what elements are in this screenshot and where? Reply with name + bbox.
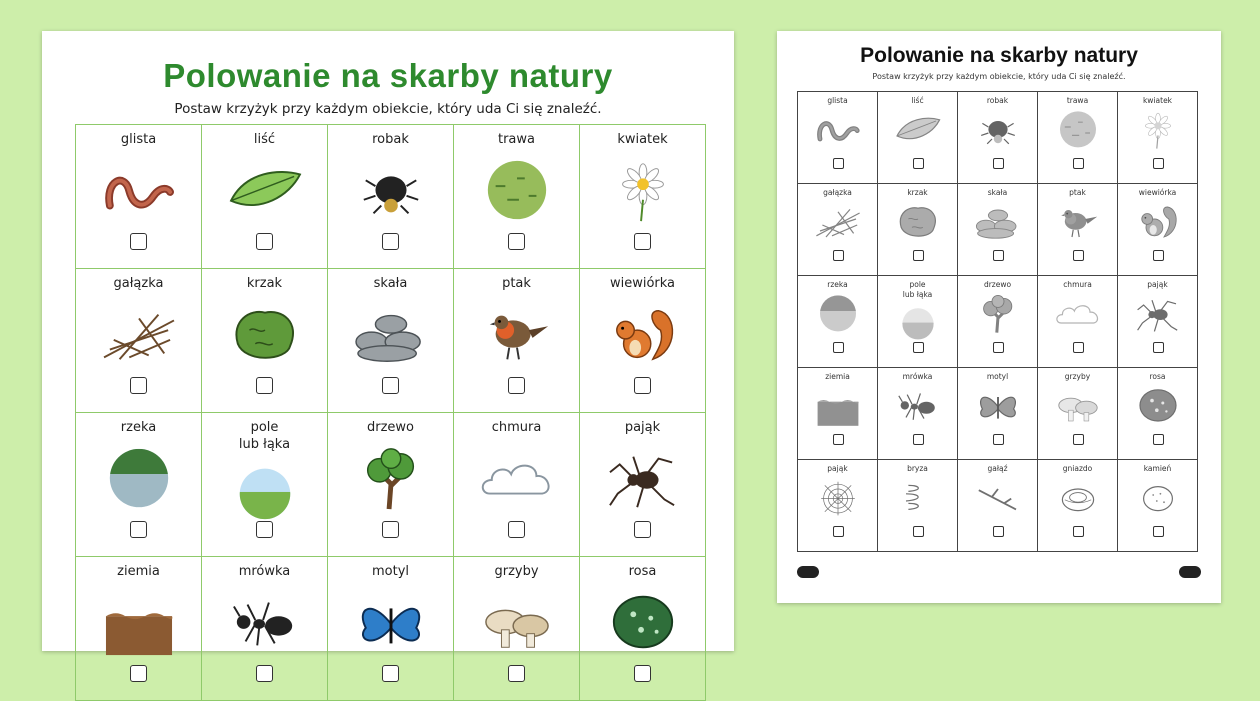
item-label: glista bbox=[827, 96, 848, 105]
item-checkbox[interactable] bbox=[993, 250, 1004, 261]
item-label: mrówka bbox=[238, 564, 291, 579]
butterfly-icon bbox=[974, 384, 1022, 428]
item-cell bbox=[580, 557, 706, 701]
stone-icon bbox=[1134, 476, 1182, 520]
dew-icon bbox=[1134, 384, 1182, 428]
item-checkbox[interactable] bbox=[993, 342, 1004, 353]
item-cell bbox=[1118, 368, 1198, 460]
item-label: grzyby bbox=[1064, 372, 1091, 381]
ant-icon bbox=[894, 384, 942, 428]
daisy-icon bbox=[603, 157, 683, 225]
butterfly-icon bbox=[351, 589, 431, 657]
item-checkbox[interactable] bbox=[382, 233, 399, 250]
worksheet-title: Polowanie na skarby natury bbox=[860, 44, 1138, 67]
item-cell bbox=[1038, 368, 1118, 460]
bush-icon bbox=[894, 200, 942, 244]
item-checkbox[interactable] bbox=[913, 158, 924, 169]
item-checkbox[interactable] bbox=[130, 233, 147, 250]
squirrel-icon bbox=[1134, 200, 1182, 244]
item-cell bbox=[454, 413, 580, 557]
color-worksheet bbox=[42, 31, 734, 651]
item-checkbox[interactable] bbox=[130, 665, 147, 682]
breeze-icon bbox=[894, 476, 942, 520]
item-cell bbox=[958, 184, 1038, 276]
item-cell bbox=[202, 269, 328, 413]
item-label: bryza bbox=[907, 464, 928, 473]
item-cell bbox=[958, 460, 1038, 552]
item-cell bbox=[798, 368, 878, 460]
branch-icon bbox=[974, 476, 1022, 520]
item-label: kamień bbox=[1143, 464, 1172, 473]
ant-icon bbox=[225, 589, 305, 657]
item-cell bbox=[878, 92, 958, 184]
item-label: robak bbox=[986, 96, 1009, 105]
item-checkbox[interactable] bbox=[913, 526, 924, 537]
item-cell bbox=[1038, 92, 1118, 184]
item-checkbox[interactable] bbox=[256, 521, 273, 538]
item-cell bbox=[76, 413, 202, 557]
nest-icon bbox=[1054, 476, 1102, 520]
item-label: pająk bbox=[624, 420, 661, 435]
item-label: pająk bbox=[1147, 280, 1168, 289]
worksheet-subtitle: Postaw krzyżyk przy każdym obiekcie, który uda Ci się znaleźć. bbox=[872, 72, 1126, 81]
item-cell bbox=[328, 125, 454, 269]
item-checkbox[interactable] bbox=[913, 434, 924, 445]
item-checkbox[interactable] bbox=[1073, 526, 1084, 537]
spider-icon bbox=[603, 445, 683, 513]
item-label: gałąź bbox=[987, 464, 1008, 473]
item-cell bbox=[958, 92, 1038, 184]
brand-logo bbox=[797, 566, 819, 578]
grass-icon bbox=[477, 157, 557, 225]
item-checkbox[interactable] bbox=[993, 158, 1004, 169]
item-cell bbox=[202, 125, 328, 269]
item-checkbox[interactable] bbox=[833, 342, 844, 353]
item-checkbox[interactable] bbox=[833, 434, 844, 445]
item-checkbox[interactable] bbox=[130, 521, 147, 538]
meadow-icon bbox=[225, 457, 305, 525]
dew-icon bbox=[603, 589, 683, 657]
item-label: motyl bbox=[986, 372, 1009, 381]
item-checkbox[interactable] bbox=[913, 342, 924, 353]
item-checkbox[interactable] bbox=[508, 233, 525, 250]
item-label: ptak bbox=[502, 276, 531, 291]
item-label: wiewiórka bbox=[609, 276, 676, 291]
soil-icon bbox=[814, 384, 862, 428]
item-label: gałązka bbox=[113, 276, 164, 291]
bw-worksheet bbox=[777, 31, 1221, 603]
item-cell bbox=[878, 368, 958, 460]
item-label: krzak bbox=[907, 188, 928, 197]
item-label: skała bbox=[987, 188, 1008, 197]
beetle-icon bbox=[974, 108, 1022, 152]
item-checkbox[interactable] bbox=[1153, 526, 1164, 537]
tree-icon bbox=[974, 292, 1022, 336]
item-checkbox[interactable] bbox=[993, 434, 1004, 445]
item-cell bbox=[798, 184, 878, 276]
beetle-icon bbox=[351, 157, 431, 225]
item-grid bbox=[797, 91, 1198, 552]
item-grid bbox=[75, 124, 706, 701]
twigs-icon bbox=[814, 200, 862, 244]
item-checkbox[interactable] bbox=[833, 526, 844, 537]
earthworm-icon bbox=[99, 157, 179, 225]
item-checkbox[interactable] bbox=[1073, 250, 1084, 261]
item-checkbox[interactable] bbox=[833, 158, 844, 169]
item-label: motyl bbox=[371, 564, 410, 579]
item-cell bbox=[1118, 276, 1198, 368]
item-cell bbox=[798, 276, 878, 368]
item-cell bbox=[1118, 184, 1198, 276]
item-cell bbox=[328, 269, 454, 413]
item-checkbox[interactable] bbox=[1153, 342, 1164, 353]
item-cell bbox=[798, 460, 878, 552]
item-cell bbox=[328, 557, 454, 701]
item-checkbox[interactable] bbox=[993, 526, 1004, 537]
item-cell bbox=[580, 269, 706, 413]
earthworm-icon bbox=[814, 108, 862, 152]
worksheet-subtitle: Postaw krzyżyk przy każdym obiekcie, który uda Ci się znaleźć. bbox=[174, 101, 602, 117]
item-label: drzewo bbox=[983, 280, 1012, 289]
item-label: chmura bbox=[491, 420, 542, 435]
item-label: chmura bbox=[1063, 280, 1092, 289]
item-checkbox[interactable] bbox=[508, 377, 525, 394]
item-checkbox[interactable] bbox=[382, 521, 399, 538]
item-cell bbox=[454, 557, 580, 701]
item-label: mrówka bbox=[902, 372, 933, 381]
robin-icon bbox=[477, 301, 557, 369]
item-cell bbox=[798, 92, 878, 184]
item-checkbox[interactable] bbox=[130, 377, 147, 394]
item-cell bbox=[76, 269, 202, 413]
item-cell bbox=[1118, 460, 1198, 552]
item-label: wiewiórka bbox=[1138, 188, 1177, 197]
item-label: rzeka bbox=[120, 420, 157, 435]
leaf-icon bbox=[225, 157, 305, 225]
item-cell bbox=[454, 125, 580, 269]
item-label: ptak bbox=[1069, 188, 1086, 197]
item-label: liść bbox=[911, 96, 924, 105]
item-checkbox[interactable] bbox=[256, 665, 273, 682]
river-icon bbox=[814, 292, 862, 336]
item-cell bbox=[1118, 92, 1198, 184]
item-label: rosa bbox=[1149, 372, 1166, 381]
item-label: gniazdo bbox=[1062, 464, 1093, 473]
river-icon bbox=[99, 445, 179, 513]
mushrooms-icon bbox=[1054, 384, 1102, 428]
item-cell bbox=[878, 460, 958, 552]
item-checkbox[interactable] bbox=[1073, 434, 1084, 445]
item-cell bbox=[202, 413, 328, 557]
twigs-icon bbox=[99, 301, 179, 369]
item-checkbox[interactable] bbox=[1153, 250, 1164, 261]
item-label: trawa bbox=[1066, 96, 1089, 105]
item-checkbox[interactable] bbox=[1073, 342, 1084, 353]
item-cell bbox=[202, 557, 328, 701]
item-label: rzeka bbox=[827, 280, 848, 289]
item-checkbox[interactable] bbox=[1153, 434, 1164, 445]
item-cell bbox=[958, 368, 1038, 460]
item-label: pole lub łąka bbox=[238, 420, 291, 452]
spider-web-icon bbox=[814, 476, 862, 520]
spider-icon bbox=[1134, 292, 1182, 336]
item-cell bbox=[328, 413, 454, 557]
item-cell bbox=[454, 269, 580, 413]
item-checkbox[interactable] bbox=[256, 377, 273, 394]
bush-icon bbox=[225, 301, 305, 369]
item-label: gałązka bbox=[823, 188, 852, 197]
grass-icon bbox=[1054, 108, 1102, 152]
mushrooms-icon bbox=[477, 589, 557, 657]
item-checkbox[interactable] bbox=[634, 377, 651, 394]
cloud-icon bbox=[1054, 292, 1102, 336]
item-checkbox[interactable] bbox=[833, 250, 844, 261]
item-checkbox[interactable] bbox=[508, 521, 525, 538]
item-checkbox[interactable] bbox=[508, 665, 525, 682]
item-cell bbox=[878, 276, 958, 368]
item-cell bbox=[76, 125, 202, 269]
item-cell bbox=[1038, 460, 1118, 552]
item-checkbox[interactable] bbox=[634, 521, 651, 538]
item-checkbox[interactable] bbox=[1153, 158, 1164, 169]
item-label: ziemia bbox=[117, 564, 160, 579]
item-label: skała bbox=[373, 276, 408, 291]
item-checkbox[interactable] bbox=[256, 233, 273, 250]
item-label: kwiatek bbox=[1142, 96, 1173, 105]
item-label: pole lub łąka bbox=[902, 280, 933, 299]
item-checkbox[interactable] bbox=[634, 233, 651, 250]
item-checkbox[interactable] bbox=[382, 377, 399, 394]
daisy-icon bbox=[1134, 108, 1182, 152]
meadow-icon bbox=[894, 300, 942, 344]
item-checkbox[interactable] bbox=[382, 665, 399, 682]
item-label: grzyby bbox=[494, 564, 539, 579]
item-cell bbox=[1038, 184, 1118, 276]
item-cell bbox=[580, 413, 706, 557]
item-cell bbox=[76, 557, 202, 701]
item-label: krzak bbox=[246, 276, 283, 291]
item-label: drzewo bbox=[366, 420, 414, 435]
item-label: trawa bbox=[497, 132, 535, 147]
worksheet-title: Polowanie na skarby natury bbox=[163, 57, 613, 94]
brand-logo bbox=[1179, 566, 1201, 578]
item-cell bbox=[958, 276, 1038, 368]
rocks-icon bbox=[351, 301, 431, 369]
item-cell bbox=[878, 184, 958, 276]
item-label: kwiatek bbox=[617, 132, 668, 147]
cloud-icon bbox=[477, 445, 557, 513]
item-label: glista bbox=[120, 132, 157, 147]
item-checkbox[interactable] bbox=[634, 665, 651, 682]
leaf-icon bbox=[894, 108, 942, 152]
item-label: ziemia bbox=[825, 372, 850, 381]
tree-icon bbox=[351, 445, 431, 513]
item-checkbox[interactable] bbox=[1073, 158, 1084, 169]
rocks-icon bbox=[974, 200, 1022, 244]
squirrel-icon bbox=[603, 301, 683, 369]
item-cell bbox=[580, 125, 706, 269]
item-label: pająk bbox=[827, 464, 848, 473]
item-label: rosa bbox=[628, 564, 657, 579]
soil-icon bbox=[99, 589, 179, 657]
item-label: robak bbox=[372, 132, 409, 147]
item-label: liść bbox=[253, 132, 276, 147]
robin-icon bbox=[1054, 200, 1102, 244]
item-cell bbox=[1038, 276, 1118, 368]
item-checkbox[interactable] bbox=[913, 250, 924, 261]
